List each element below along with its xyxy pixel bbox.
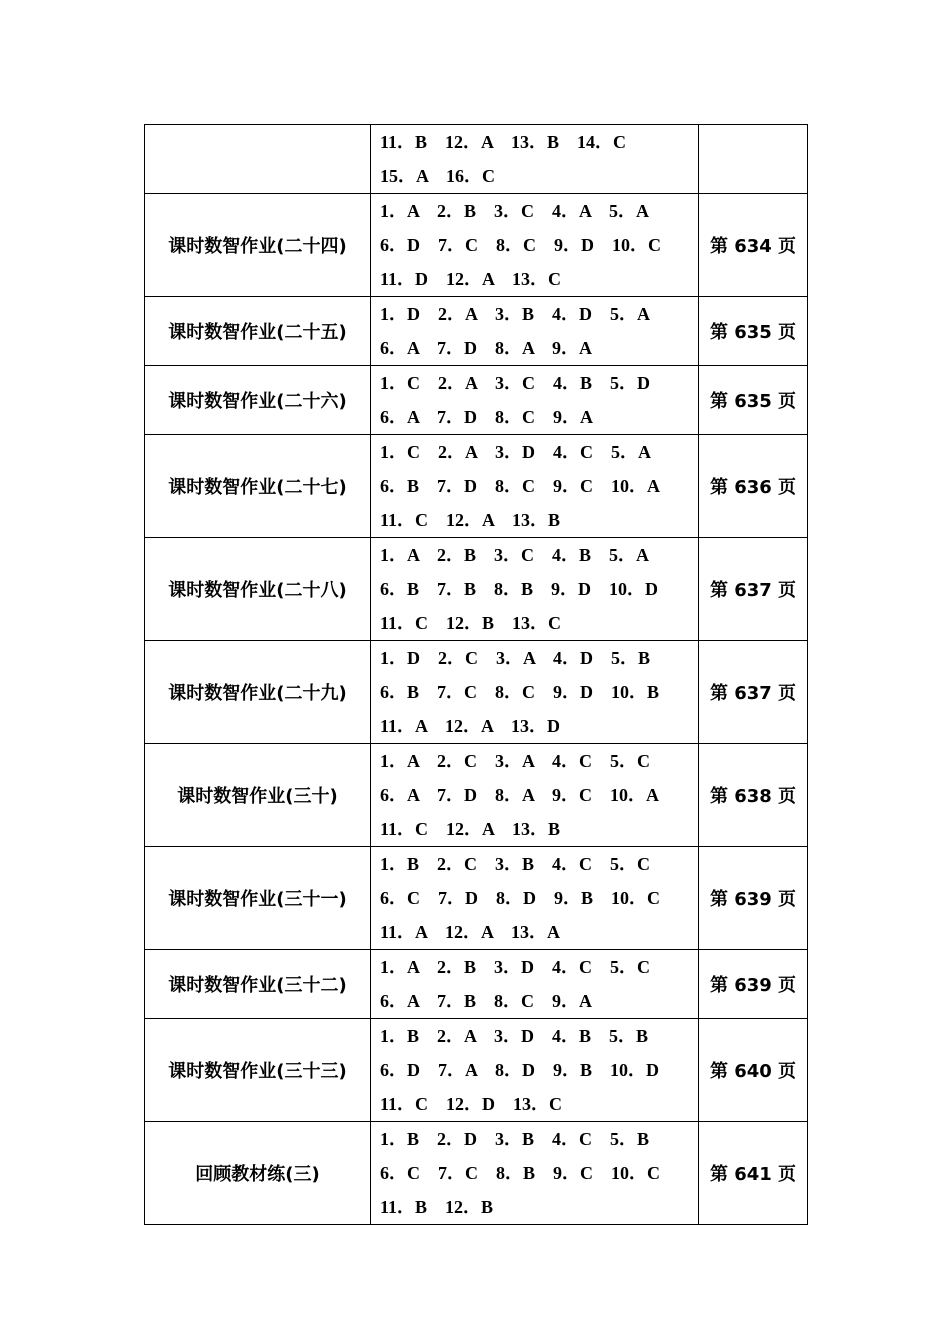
answers-cell [371, 435, 699, 538]
table-row [145, 125, 808, 194]
page-reference: 第 639 页 [699, 847, 808, 950]
answers-cell [371, 950, 699, 1019]
table-row [145, 366, 808, 435]
answer-line: 1．C 2．A 3．C 4．B 5．D [380, 373, 651, 393]
page-reference [699, 125, 808, 194]
answers-cell [371, 125, 699, 194]
table-row [145, 950, 808, 1019]
answer-line: 6．B 7．B 8．B 9．D 10．D [380, 579, 659, 599]
table-row [145, 435, 808, 538]
answer-line: 6．D 7．C 8．C 9．D 10．C [380, 235, 661, 255]
page-reference: 第 640 页 [699, 1019, 808, 1122]
answer-line: 6．C 7．D 8．D 9．B 10．C [380, 888, 661, 908]
assignment-title: 课时数智作业(三十一) [145, 847, 371, 950]
table-row [145, 847, 808, 950]
answer-line: 11．A 12．A 13．A [380, 922, 561, 942]
page-reference: 第 634 页 [699, 194, 808, 297]
answer-line: 11．C 12．B 13．C [380, 613, 562, 633]
assignment-title: 课时数智作业(二十五) [145, 297, 371, 366]
answer-line: 11．C 12．A 13．B [380, 819, 561, 839]
answer-line: 15．A 16．C [380, 166, 496, 186]
answer-line: 1．B 2．C 3．B 4．C 5．C [380, 854, 651, 874]
answer-line: 6．A 7．D 8．A 9．A [380, 338, 593, 358]
page-reference: 第 641 页 [699, 1122, 808, 1225]
answer-line: 6．A 7．D 8．C 9．A [380, 407, 594, 427]
table-row [145, 1122, 808, 1225]
answer-line: 11．C 12．A 13．B [380, 510, 561, 530]
answers-cell [371, 297, 699, 366]
assignment-title [145, 125, 371, 194]
answers-cell [371, 641, 699, 744]
page-reference: 第 637 页 [699, 538, 808, 641]
answer-line: 6．A 7．B 8．C 9．A [380, 991, 593, 1011]
answers-cell [371, 847, 699, 950]
answer-line: 1．A 2．C 3．A 4．C 5．C [380, 751, 651, 771]
page-reference: 第 638 页 [699, 744, 808, 847]
answer-table-body [145, 125, 808, 1225]
assignment-title: 课时数智作业(三十) [145, 744, 371, 847]
assignment-title: 课时数智作业(二十七) [145, 435, 371, 538]
answer-line: 11．B 12．B [380, 1197, 494, 1217]
table-row [145, 538, 808, 641]
answers-cell [371, 1019, 699, 1122]
answer-line: 1．B 2．A 3．D 4．B 5．B [380, 1026, 649, 1046]
answer-line: 1．D 2．C 3．A 4．D 5．B [380, 648, 651, 668]
page-reference: 第 637 页 [699, 641, 808, 744]
assignment-title: 课时数智作业(三十二) [145, 950, 371, 1019]
page-reference: 第 635 页 [699, 366, 808, 435]
answer-line: 6．C 7．C 8．B 9．C 10．C [380, 1163, 661, 1183]
assignment-title: 课时数智作业(二十八) [145, 538, 371, 641]
answers-cell [371, 744, 699, 847]
answer-line: 1．A 2．B 3．C 4．A 5．A [380, 201, 650, 221]
assignment-title: 课时数智作业(二十四) [145, 194, 371, 297]
table-row [145, 194, 808, 297]
table-row [145, 641, 808, 744]
assignment-title: 课时数智作业(二十九) [145, 641, 371, 744]
answer-line: 6．A 7．D 8．A 9．C 10．A [380, 785, 660, 805]
table-row [145, 1019, 808, 1122]
answer-line: 1．B 2．D 3．B 4．C 5．B [380, 1129, 650, 1149]
assignment-title: 课时数智作业(三十三) [145, 1019, 371, 1122]
answer-line: 11．D 12．A 13．C [380, 269, 562, 289]
answer-line: 6．B 7．D 8．C 9．C 10．A [380, 476, 661, 496]
answer-line: 6．B 7．C 8．C 9．D 10．B [380, 682, 660, 702]
answers-cell [371, 1122, 699, 1225]
answer-line: 11．B 12．A 13．B 14．C [380, 132, 627, 152]
page-reference: 第 636 页 [699, 435, 808, 538]
assignment-title: 课时数智作业(二十六) [145, 366, 371, 435]
answers-cell [371, 538, 699, 641]
answer-line: 1．D 2．A 3．B 4．D 5．A [380, 304, 651, 324]
page-reference: 第 639 页 [699, 950, 808, 1019]
table-row [145, 744, 808, 847]
table-row [145, 297, 808, 366]
answer-line: 1．C 2．A 3．D 4．C 5．A [380, 442, 652, 462]
answers-cell [371, 366, 699, 435]
answer-line: 1．A 2．B 3．D 4．C 5．C [380, 957, 651, 977]
answers-cell [371, 194, 699, 297]
answer-line: 11．C 12．D 13．C [380, 1094, 563, 1114]
assignment-title: 回顾教材练(三) [145, 1122, 371, 1225]
answer-line: 11．A 12．A 13．D [380, 716, 561, 736]
answer-line: 6．D 7．A 8．D 9．B 10．D [380, 1060, 660, 1080]
answer-line: 1．A 2．B 3．C 4．B 5．A [380, 545, 650, 565]
page-reference: 第 635 页 [699, 297, 808, 366]
answer-table [144, 124, 808, 1225]
